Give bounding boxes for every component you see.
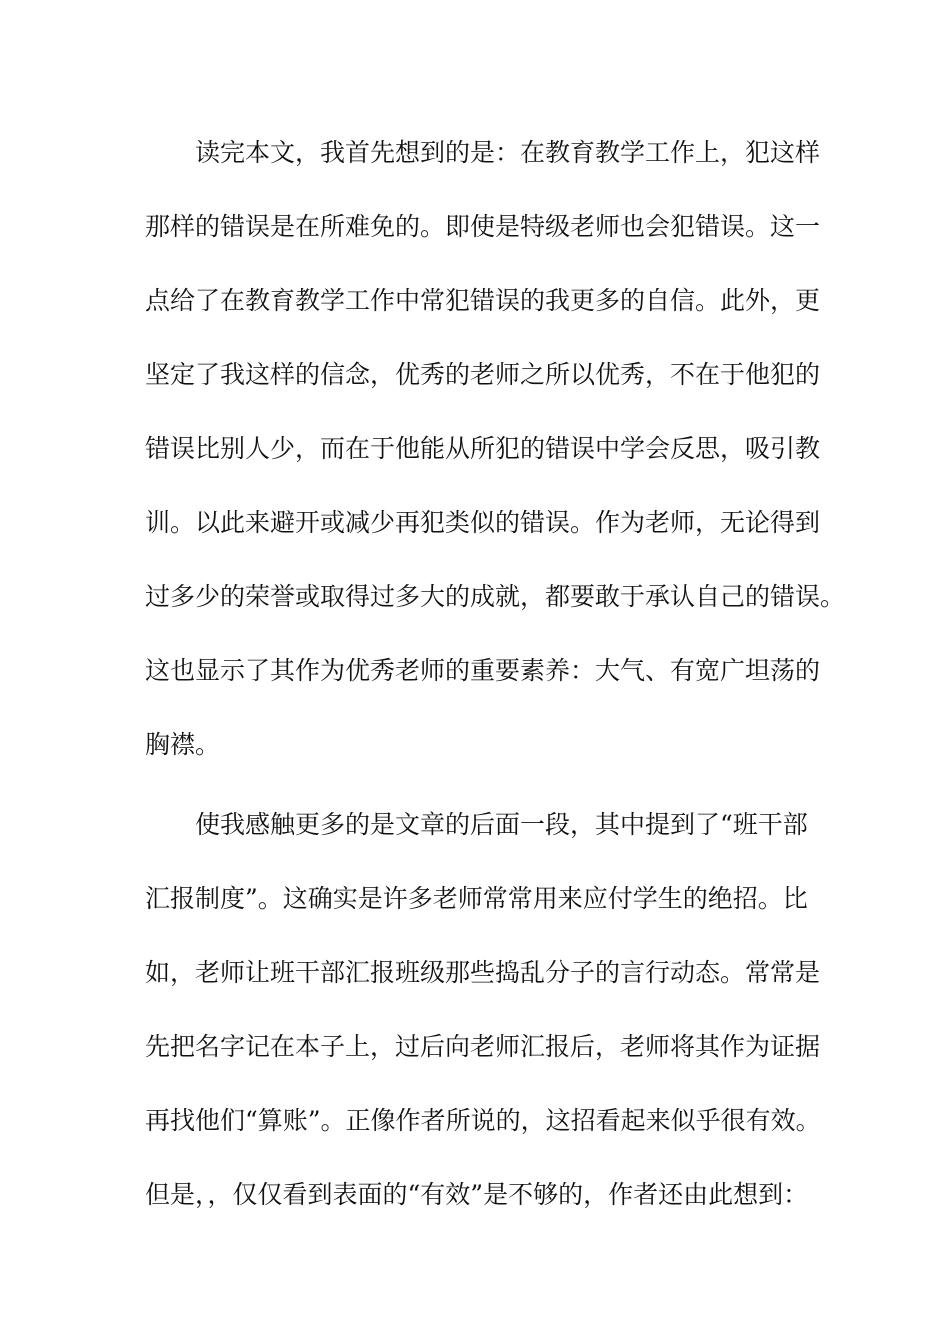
paragraph-1-line-8: 这也显示了其作为优秀老师的重要素养：大气、有宽广坦荡的 [145,656,821,685]
paragraph-1-line-1: 读完本文，我首先想到的是：在教育教学工作上，犯这样 [195,138,821,167]
paragraph-2-line-5: 再找他们“算账”。正像作者所说的，这招看起来似乎很有效。 [145,1106,821,1135]
paragraph-1-line-9: 胸襟。 [145,730,221,759]
paragraph-2-line-1: 使我感触更多的是文章的后面一段，其中提到了“班干部 [195,810,808,839]
paragraph-2-line-4: 先把名字记在本子上，过后向老师汇报后，老师将其作为证据 [145,1032,821,1061]
paragraph-1-line-2: 那样的错误是在所难免的。即使是特级老师也会犯错误。这一 [145,212,821,241]
paragraph-2-line-6: 但是，，仅仅看到表面的“有效”是不够的，作者还由此想到： [145,1180,809,1209]
paragraph-1-line-4: 坚定了我这样的信念，优秀的老师之所以优秀，不在于他犯的 [145,360,821,389]
paragraph-1-line-5: 错误比别人少，而在于他能从所犯的错误中学会反思，吸引教 [145,434,821,463]
paragraph-2-line-3: 如，老师让班干部汇报班级那些捣乱分子的言行动态。常常是 [145,958,821,987]
paragraph-2-line-2: 汇报制度”。这确实是许多老师常常用来应付学生的绝招。比 [145,884,808,913]
paragraph-1-line-6: 训。以此来避开或减少再犯类似的错误。作为老师，无论得到 [145,508,821,537]
paragraph-1-line-7: 过多少的荣誉或取得过多大的成就，都要敢于承认自己的错误。 [145,582,846,611]
paragraph-1-line-3: 点给了在教育教学工作中常犯错误的我更多的自信。此外，更 [145,286,821,315]
